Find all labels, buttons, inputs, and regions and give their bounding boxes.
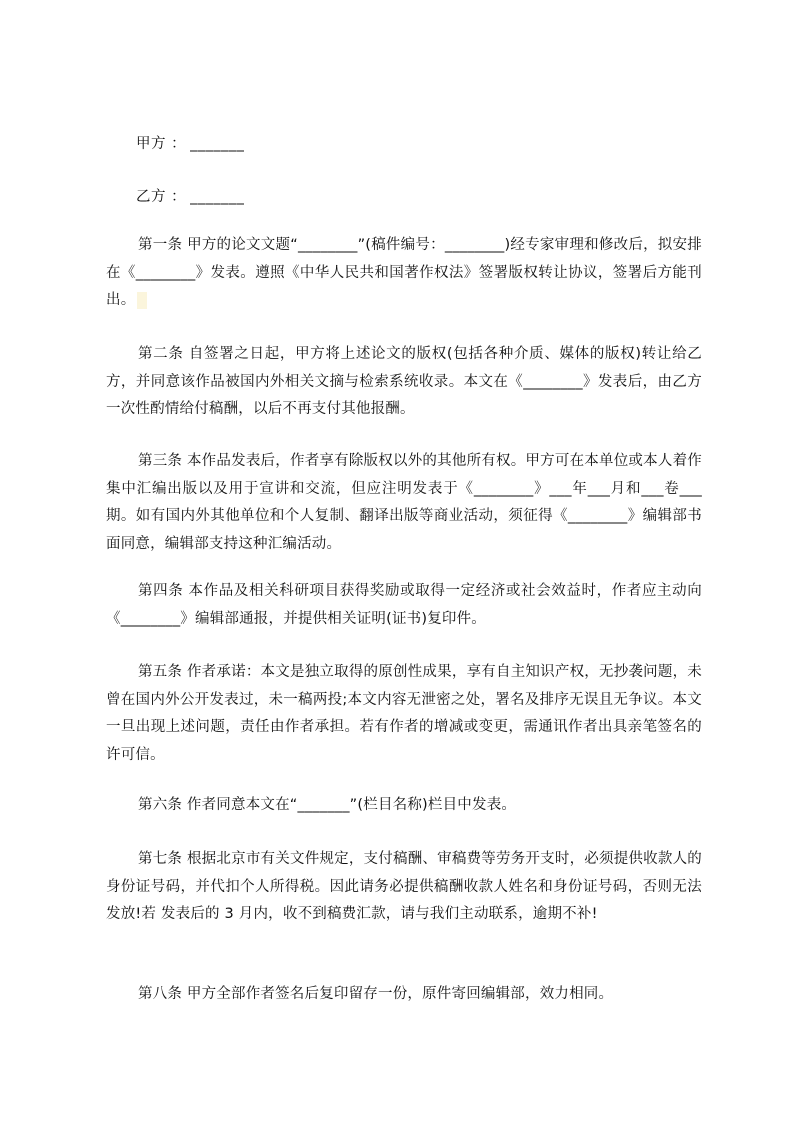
party-b-label: 乙方 ：	[136, 189, 187, 205]
clause-7: 第七条 根据北京市有关文件规定，支付稿酬、审稿费等劳务开支时，必须提供收款人的身份证号码，并代扣个人所得税。因此请务必提供稿酬收款人姓名和身份证号码，否则无法发放!若 发表后的 3 月内，收不到稿费汇款，请与我们主动联系，逾期不补!	[106, 851, 702, 922]
clause-1-text: 第一条 甲方的论文文题“________”(稿件编号：________)经专家审理和修改后，拟安排在《________》发表。遵照《中华人民共和国著作权法》签署版权转让协议，签署后方能刊出。	[106, 237, 702, 308]
party-a-label: 甲方 ：	[136, 136, 187, 152]
clause-8: 第八条 甲方全部作者签名后复印留存一份，原件寄回编辑部，效力相同。	[138, 986, 614, 1002]
clause-4: 第四条 本作品及相关科研项目获得奖励或取得一定经济或社会效益时，作者应主动向《________》编辑部通报，并提供相关证明(证书)复印件。	[106, 583, 702, 627]
party-a-blank: _______	[190, 136, 245, 152]
clause-2: 第二条 自签署之日起，甲方将上述论文的版权(包括各种介质、媒体的版权)转让给乙方，并同意该作品被国内外相关文摘与检索系统收录。本文在《________》发表后，由乙方一次性酌情给付稿酬，以后不再支付其他报酬。	[106, 346, 702, 417]
party-b-line	[136, 185, 244, 206]
clause-3: 第三条 本作品发表后，作者享有除版权以外的其他所有权。甲方可在本单位或本人着作集中汇编出版以及用于宣讲和交流，但应注明发表于《________》___年___月和___卷___期。如有国内外其他单位和个人复制、翻译出版等商业活动，须征得《________》编辑部书面同意，编辑部支持这种汇编活动。	[106, 453, 702, 552]
party-b-blank: _______	[190, 189, 245, 205]
clause-6: 第六条 作者同意本文在“_______”(栏目名称)栏目中发表。	[138, 797, 517, 813]
cursor-highlight	[137, 292, 147, 309]
party-a-line	[136, 132, 244, 153]
clause-5: 第五条 作者承诺：本文是独立取得的原创性成果，享有自主知识产权，无抄袭问题，未曾在国内外公开发表过，未一稿两投;本文内容无泄密之处，署名及排序无误且无争议。本文一旦出现上述问题，责任由作者承担。若有作者的增减或变更，需通讯作者出具亲笔签名的许可信。	[106, 664, 702, 763]
clause-1	[106, 232, 702, 315]
